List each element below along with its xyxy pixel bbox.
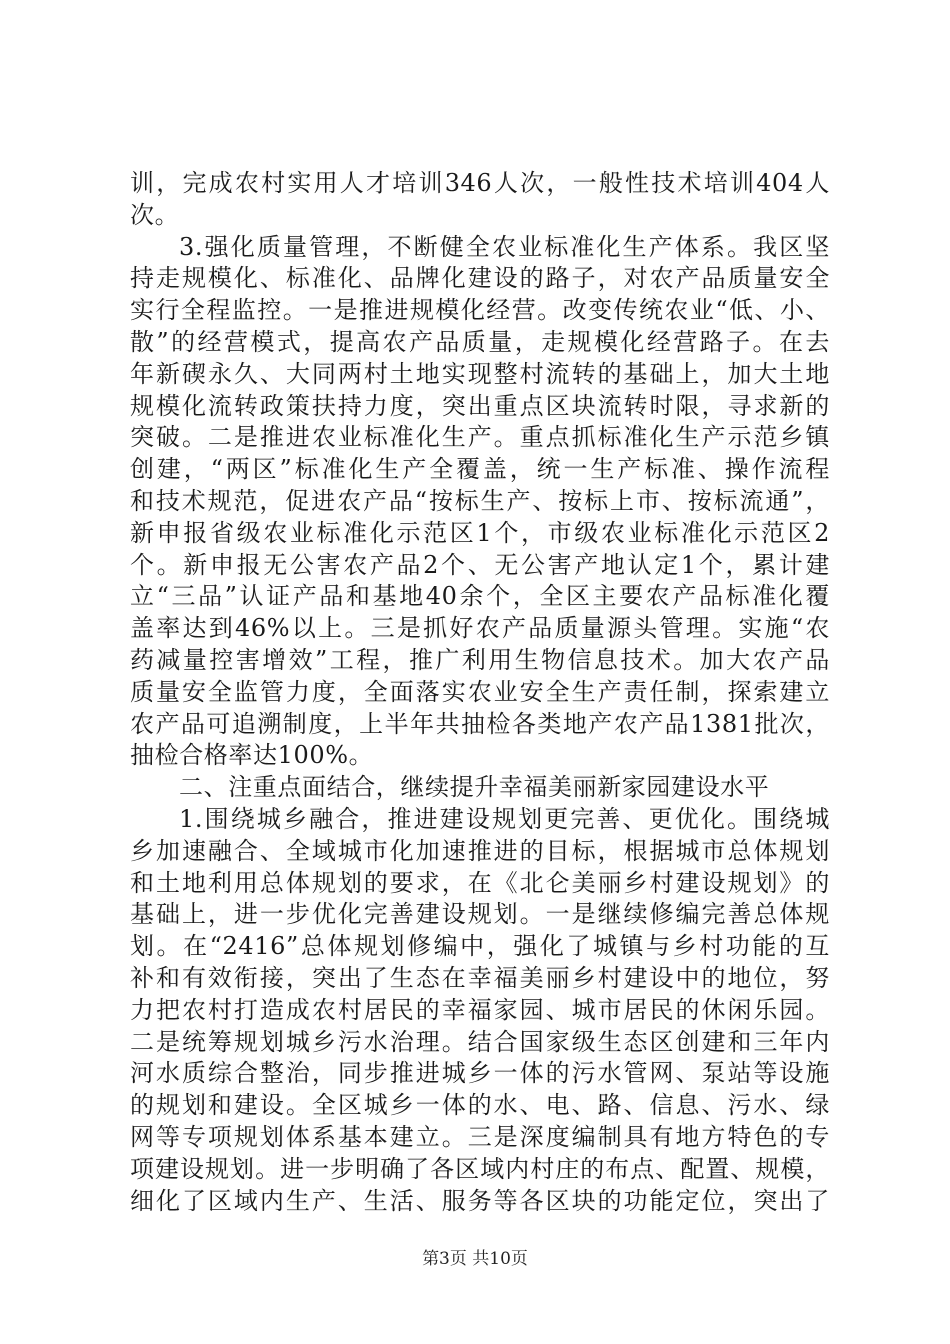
text-line: 1.围绕城乡融合，推进建设规划更完善、更优化。围绕城 bbox=[179, 804, 830, 833]
text-line: 训，完成农村实用人才培训346人次，一般性技术培训404人 bbox=[130, 169, 830, 197]
text-line: 个。新申报无公害农产品2个、无公害产地认定1个，累计建 bbox=[130, 550, 830, 579]
text-line: 次。 bbox=[130, 200, 180, 229]
text-line: 乡加速融合、全域城市化加速推进的目标，根据城市总体规划 bbox=[130, 836, 830, 865]
text-line: 突破。二是推进农业标准化生产。重点抓标准化生产示范乡镇 bbox=[130, 423, 830, 452]
text-line: 实行全程监控。一是推进规模化经营。改变传统农业“低、小、 bbox=[130, 296, 830, 325]
text-line: 立“三品”认证产品和基地40余个，全区主要农产品标准化覆 bbox=[130, 582, 830, 611]
text-line: 创建，“两区”标准化生产全覆盖，统一生产标准、操作流程 bbox=[130, 455, 830, 484]
text-line: 项建设规划。进一步明确了各区域内村庄的布点、配置、规模， bbox=[130, 1154, 830, 1183]
text-line: 河水质综合整治，同步推进城乡一体的污水管网、泵站等设施 bbox=[130, 1059, 830, 1088]
text-line: 持走规模化、标准化、品牌化建设的路子，对农产品质量安全 bbox=[130, 264, 830, 293]
text-line: 抽检合格率达100%。 bbox=[130, 741, 374, 770]
text-line: 网等专项规划体系基本建立。三是深度编制具有地方特色的专 bbox=[130, 1122, 830, 1151]
text-line: 年新碶永久、大同两村土地实现整村流转的基础上，加大土地 bbox=[130, 359, 830, 388]
text-line: 力把农村打造成农村居民的幸福家园、城市居民的休闲乐园。 bbox=[130, 995, 830, 1024]
text-line: 的规划和建设。全区城乡一体的水、电、路、信息、污水、绿 bbox=[130, 1091, 830, 1120]
text-line: 规模化流转政策扶持力度，突出重点区块流转时限，寻求新的 bbox=[130, 391, 830, 420]
text-line: 划。在“2416”总体规划修编中，强化了城镇与乡村功能的互 bbox=[130, 932, 830, 961]
text-line: 细化了区域内生产、生活、服务等各区块的功能定位，突出了 bbox=[130, 1186, 830, 1215]
text-line: 和土地利用总体规划的要求，在《北仑美丽乡村建设规划》的 bbox=[130, 868, 830, 897]
text-line: 和技术规范，促进农产品“按标生产、按标上市、按标流通”， bbox=[130, 486, 830, 515]
text-line: 农产品可追溯制度，上半年共抽检各类地产农产品1381批次， bbox=[130, 709, 830, 738]
section-heading: 二、注重点面结合，继续提升幸福美丽新家园建设水平 bbox=[179, 773, 770, 802]
body-text bbox=[130, 168, 830, 1217]
page-footer: 第3页 共10页 bbox=[422, 1249, 528, 1269]
text-line: 散”的经营模式，提高农产品质量，走规模化经营路子。在去 bbox=[130, 327, 830, 356]
text-line: 补和有效衔接，突出了生态在幸福美丽乡村建设中的地位，努 bbox=[130, 963, 830, 992]
text-line: 盖率达到46%以上。三是抓好农产品质量源头管理。实施“农 bbox=[130, 614, 830, 643]
text-line: 3.强化质量管理，不断健全农业标准化生产体系。我区坚 bbox=[179, 232, 830, 261]
text-line: 二是统筹规划城乡污水治理。结合国家级生态区创建和三年内 bbox=[130, 1027, 830, 1056]
text-line: 新申报省级农业标准化示范区1个，市级农业标准化示范区2 bbox=[130, 518, 830, 547]
text-line: 基础上，进一步优化完善建设规划。一是继续修编完善总体规 bbox=[130, 900, 830, 929]
text-line: 药减量控害增效”工程，推广利用生物信息技术。加大农产品 bbox=[130, 645, 830, 674]
text-line: 质量安全监管力度，全面落实农业安全生产责任制，探索建立 bbox=[130, 677, 830, 706]
